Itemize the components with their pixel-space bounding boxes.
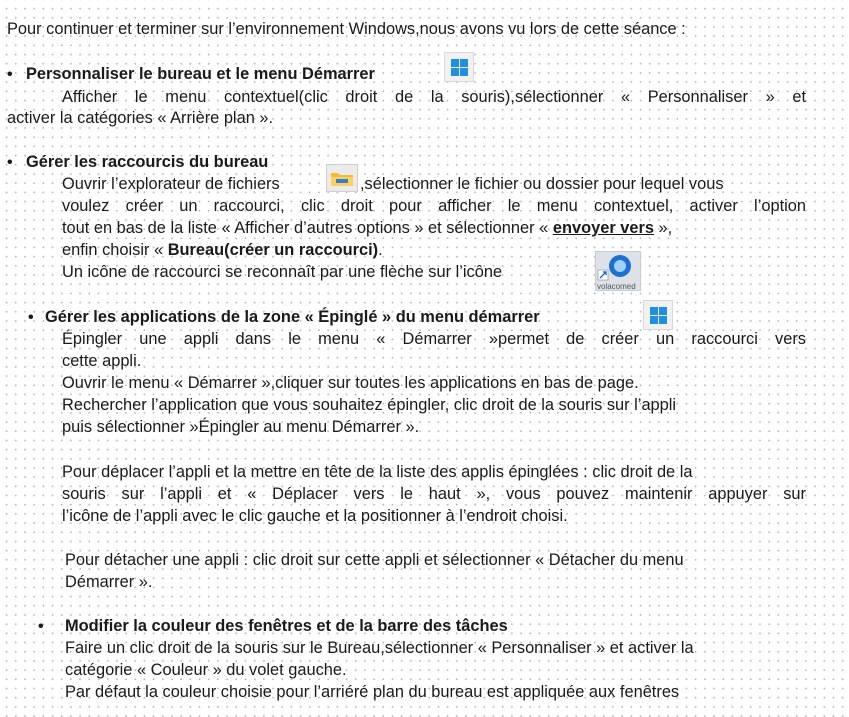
section-title-personnaliser: Personnaliser le bureau et le menu Démarrer — [26, 65, 375, 83]
section4-line3: Par défaut la couleur choisie pour l’arriéré plan du bureau est appliquée aux fenêtres — [65, 683, 680, 701]
section3-line4: Rechercher l’application que vous souhaitez épingler, clic droit de la souris sur l’appli — [62, 396, 677, 414]
section3-para3-line1: Pour détacher une appli : clic droit sur cette appli et sélectionner « Détacher du menu — [65, 551, 684, 569]
section2-line4: enfin choisir « Bureau(créer un raccourci). — [62, 241, 383, 259]
section4-line1: Faire un clic droit de la souris sur le Bureau,sélectionner « Personnaliser » et activer la — [65, 639, 694, 657]
section1-line2: activer la catégories « Arrière plan ». — [7, 109, 274, 127]
bullet: • — [38, 618, 44, 635]
bullet: • — [7, 66, 13, 83]
section4-line2: catégorie « Couleur » du volet gauche. — [65, 661, 347, 679]
section3-line3: Ouvrir le menu « Démarrer »,cliquer sur toutes les applications en bas de page. — [62, 374, 639, 392]
windows-start-icon — [444, 52, 474, 82]
section-title-raccourcis: Gérer les raccourcis du bureau — [26, 153, 269, 171]
windows-start-icon — [643, 300, 673, 330]
section-title-epingle: Gérer les applications de la zone « Épinglé » du menu démarrer — [45, 308, 540, 326]
section2-line5: Un icône de raccourci se reconnaît par une flèche sur l’icône — [62, 263, 503, 281]
shortcut-label: volacomed — [597, 282, 636, 291]
shortcut-app-icon — [595, 251, 641, 291]
section-title-couleur: Modifier la couleur des fenêtres et de la barre des tâches — [65, 617, 508, 635]
file-explorer-icon — [326, 164, 358, 192]
section2-line1b: ,sélectionner le fichier ou dossier pour lequel vous — [360, 175, 724, 193]
section3-line5: puis sélectionner »Épingler au menu Démarrer ». — [62, 418, 420, 436]
section2-line3: tout en bas de la liste « Afficher d’autres options » et sélectionner « envoyer vers », — [62, 219, 673, 237]
section2-line2: voulez créer un raccourci, clic droit pour afficher le menu contextuel, activer l’option — [62, 197, 806, 215]
bullet: • — [28, 309, 34, 326]
bullet: • — [7, 154, 13, 171]
section1-line1: Afficher le menu contextuel(clic droit de la souris),sélectionner « Personnaliser » et — [62, 88, 806, 106]
section3-para2-line1: Pour déplacer l’appli et la mettre en tête de la liste des applis épinglées : clic droit de la — [62, 463, 693, 481]
section3-line1: Épingler une appli dans le menu « Démarrer »permet de créer un raccourci vers — [62, 330, 806, 348]
section3-para3-line2: Démarrer ». — [65, 573, 153, 591]
section2-line1a: Ouvrir l’explorateur de fichiers — [62, 175, 280, 193]
section3-para2-line3: l’icône de l’appli avec le clic gauche et la positionner à l’endroit choisi. — [62, 507, 568, 525]
intro-text: Pour continuer et terminer sur l’environnement Windows,nous avons vu lors de cette séance : — [7, 20, 686, 38]
section3-para2-line2: souris sur l’appli et « Déplacer vers le haut », vous pouvez maintenir appuyer sur — [62, 485, 806, 503]
section3-line2: cette appli. — [62, 352, 142, 370]
